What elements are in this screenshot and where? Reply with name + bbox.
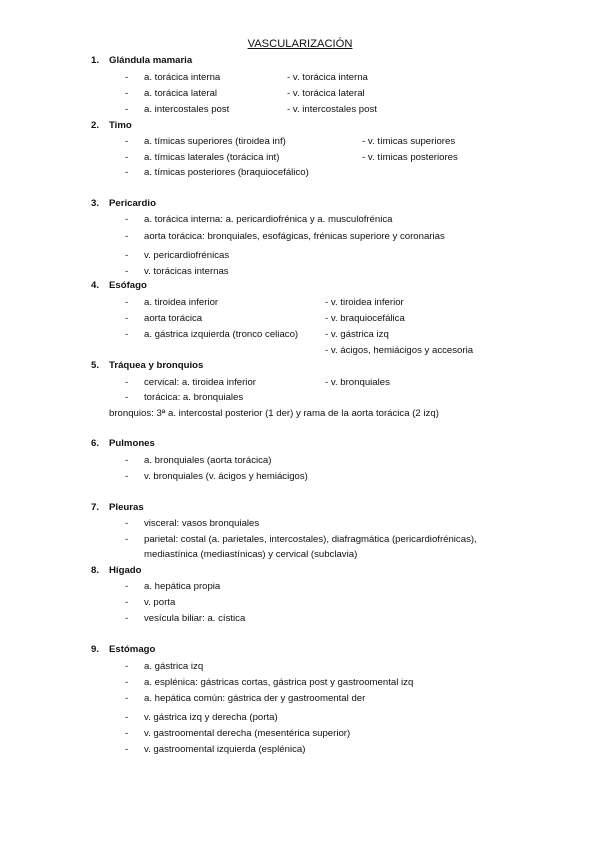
list-item: a. tímicas laterales (torácica int) (144, 152, 280, 163)
list-item: a. tímicas superiores (tiroidea inf) (144, 136, 286, 147)
section-number: 9. (91, 644, 100, 655)
list-item: a. intercostales post (144, 104, 230, 115)
bullet-dash: - (125, 518, 129, 529)
section-heading: Pericardio (109, 198, 156, 209)
bullet-dash: - (125, 214, 129, 225)
list-item-right: - v. intercostales post (287, 104, 377, 115)
section-note: bronquios: 3ª a. intercostal posterior (1 der) y rama de la aorta torácica (2 izq) (109, 408, 439, 419)
list-item: torácica: a. bronquiales (144, 392, 244, 403)
bullet-dash: - (125, 534, 129, 545)
list-item: cervical: a. tiroidea inferior (144, 377, 256, 388)
bullet-dash: - (125, 693, 129, 704)
list-item: v. porta (144, 597, 176, 608)
section-heading: Estómago (109, 644, 156, 655)
bullet-dash: - (125, 313, 129, 324)
list-item: a. esplénica: gástricas cortas, gástrica post y gastroomental izq (144, 677, 414, 688)
list-item: a. torácica interna (144, 72, 221, 83)
page-title: VASCULARIZACIÓN (247, 38, 353, 50)
bullet-dash: - (125, 72, 129, 83)
section-heading: Pleuras (109, 502, 144, 513)
bullet-dash: - (125, 613, 129, 624)
bullet-dash: - (125, 744, 129, 755)
bullet-dash: - (125, 392, 129, 403)
bullet-dash: - (125, 677, 129, 688)
section-number: 5. (91, 360, 100, 371)
list-item-right: - v. braquiocefálica (325, 313, 405, 324)
list-item: a. tímicas posteriores (braquiocefálico) (144, 167, 309, 178)
section-number: 3. (91, 198, 100, 209)
list-item-continuation: mediastínica (mediastínicas) y cervical (subclavia) (144, 549, 358, 560)
list-item-right: - v. bronquiales (325, 377, 390, 388)
list-item-right: - v. torácica interna (287, 72, 368, 83)
list-item: v. gastroomental izquierda (esplénica) (144, 744, 306, 755)
list-item: vesícula biliar: a. cística (144, 613, 246, 624)
list-item: v. bronquiales (v. ácigos y hemiácigos) (144, 471, 308, 482)
list-item-right: - v. torácica lateral (287, 88, 365, 99)
list-item-right: - v. tiroidea inferior (325, 297, 404, 308)
bullet-dash: - (125, 250, 129, 261)
list-item: visceral: vasos bronquiales (144, 518, 260, 529)
list-item-right: - v. gástrica izq (325, 329, 389, 340)
section-heading: Glándula mamaria (109, 55, 193, 66)
section-heading: Pulmones (109, 438, 155, 449)
list-item: a. torácica interna: a. pericardiofrénica y a. musculofrénica (144, 214, 393, 225)
list-item: a. gástrica izquierda (tronco celiaco) (144, 329, 299, 340)
list-item: v. gastroomental derecha (mesentérica superior) (144, 728, 351, 739)
list-item: a. gástrica izq (144, 661, 204, 672)
list-item: a. hepática propia (144, 581, 221, 592)
bullet-dash: - (125, 88, 129, 99)
list-item: parietal: costal (a. parietales, intercostales), diafragmática (pericardiofrénicas), (144, 534, 477, 545)
bullet-dash: - (125, 597, 129, 608)
bullet-dash: - (125, 297, 129, 308)
bullet-dash: - (125, 728, 129, 739)
bullet-dash: - (125, 152, 129, 163)
list-item-right: - v. tímicas posteriores (362, 152, 458, 163)
list-item: a. bronquiales (aorta torácica) (144, 455, 272, 466)
list-item: a. tiroidea inferior (144, 297, 219, 308)
bullet-dash: - (125, 266, 129, 277)
list-item: a. torácica lateral (144, 88, 218, 99)
section-number: 4. (91, 280, 100, 291)
bullet-dash: - (125, 136, 129, 147)
section-heading: Timo (109, 120, 132, 131)
bullet-dash: - (125, 104, 129, 115)
section-number: 8. (91, 565, 100, 576)
list-item: v. pericardiofrénicas (144, 250, 230, 261)
section-heading: Tráquea y bronquios (109, 360, 204, 371)
bullet-dash: - (125, 167, 129, 178)
section-number: 6. (91, 438, 100, 449)
section-number: 1. (91, 55, 100, 66)
bullet-dash: - (125, 661, 129, 672)
bullet-dash: - (125, 231, 129, 242)
bullet-dash: - (125, 712, 129, 723)
section-heading: Hígado (109, 565, 142, 576)
bullet-dash: - (125, 581, 129, 592)
section-heading: Esófago (109, 280, 147, 291)
list-item: v. torácicas internas (144, 266, 229, 277)
list-item: a. hepática común: gástrica der y gastroomental der (144, 693, 366, 704)
section-number: 7. (91, 502, 100, 513)
list-item-right: - v. ácigos, hemiácigos y accesoria (325, 345, 474, 356)
section-number: 2. (91, 120, 100, 131)
bullet-dash: - (125, 377, 129, 388)
list-item: aorta torácica (144, 313, 203, 324)
list-item: v. gástrica izq y derecha (porta) (144, 712, 278, 723)
list-item: aorta torácica: bronquiales, esofágicas, frénicas superiore y coronarias (144, 231, 445, 242)
bullet-dash: - (125, 329, 129, 340)
list-item-right: - v. tímicas superiores (362, 136, 456, 147)
bullet-dash: - (125, 471, 129, 482)
bullet-dash: - (125, 455, 129, 466)
